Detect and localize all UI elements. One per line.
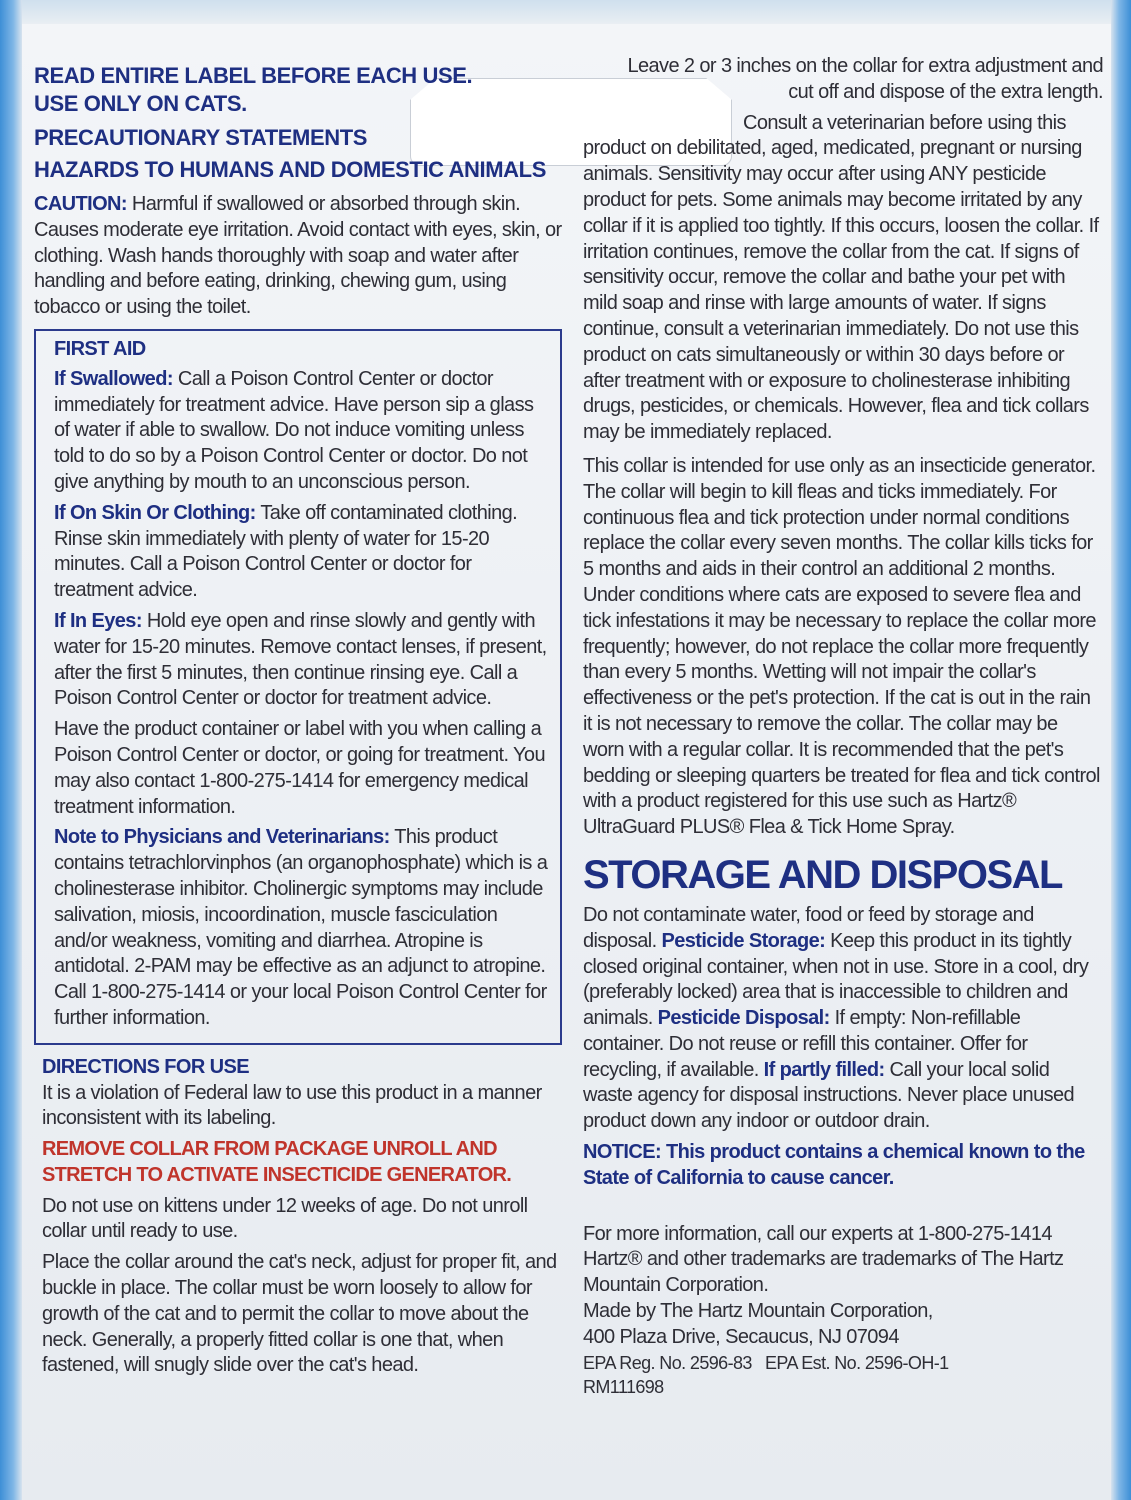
eyes-paragraph	[54, 609, 550, 712]
remove-collar-warning: REMOVE COLLAR FROM PACKAGE UNROLL AND STRETCH TO ACTIVATE INSECTICIDE GENERATOR.	[42, 1138, 512, 1186]
rm-code: RM111698	[583, 1376, 664, 1397]
swallowed-paragraph	[54, 367, 550, 496]
skin-paragraph	[54, 501, 550, 604]
caution-paragraph	[34, 192, 562, 321]
storage-intro: Do not contaminate water, food or feed by storage and disposal.	[583, 903, 1034, 952]
container-paragraph: Have the product container or label with you when calling a Poison Control Center or doctor, or going for treatment. You may also contact 1-800-275-1414 for emergency medical treatment information.	[54, 718, 545, 818]
swallowed-text: Call a Poison Control Center or doctor immediately for treatment advice. Have person sip a glass of water if able to swallow. Do not induce vomiting unless told to do so by a Poison Control Center or doctor. Do not give anything by mouth to an unconscious person.	[54, 367, 534, 493]
leave-paragraph: Leave 2 or 3 inches on the collar for extra adjustment and cut off and dispose of the extra length.	[627, 55, 1103, 103]
right-column	[583, 54, 1103, 1399]
first-aid-title: FIRST AID	[54, 337, 146, 360]
storage-paragraph	[583, 903, 1103, 1135]
pesticide-disposal-text: If empty: Non-refillable container. Do not reuse or refill this container. Offer for recycling, if available.	[583, 1007, 1028, 1081]
note-label: Note to Physicians and Veterinarians:	[54, 826, 390, 849]
note-paragraph	[54, 825, 550, 1031]
footer-info	[583, 1222, 1103, 1399]
hazards-heading: HAZARDS TO HUMANS AND DOMESTIC ANIMALS	[34, 157, 546, 182]
directions-body	[42, 1081, 562, 1380]
consult-paragraph: Consult a veterinarian before using this product on debilitated, aged, medicated, pregnant or nursing animals. Sensitivity may occur after using ANY pesticide product for pets. Some animals may become irritated by any collar if it is applied too tightly. If this occurs, loosen the collar. If irritation continues, remove the collar from the cat. If signs of sensitivity occur, remove the collar and bathe your pet with mild soap and rinse with large amounts of water. If signs continue, consult a veterinarian immediately. Do not use this product on cats simultaneously or within 30 days before or after treatment with or exposure to cholinesterase inhibiting drugs, pesticides, or chemicals. However, flea and tick collars may be immediately replaced.	[583, 111, 1099, 444]
note-text: This product contains tetrachlorvinphos (an organophosphate) which is a cholinesterase inhibitor. Cholinergic symptoms may include salivation, miosis, incoordination, muscle fasciculation and/or weakness, vomiting and diarrhea. Atropine is antidotal. 2-PAM may be effective as an adjunct to atropine. Call 1-800-275-1414 or your local Poison Control Center for further information.	[54, 826, 548, 1029]
first-aid-box	[34, 329, 562, 1045]
header-read-label: READ ENTIRE LABEL BEFORE EACH USE.	[34, 63, 473, 88]
eyes-text: Hold eye open and rinse slowly and gently with water for 15-20 minutes. Remove contact lenses, if present, after the first 5 minutes, then continue rinsing eye. Call a Poison Control Center or doctor for treatment advice.	[54, 609, 547, 710]
epa-numbers: EPA Reg. No. 2596-83 EPA Est. No. 2596-OH-1	[583, 1352, 949, 1373]
directions-paragraph: It is a violation of Federal law to use this product in a manner inconsistent with its labeling.	[42, 1081, 542, 1130]
box-top-edge	[0, 0, 1131, 24]
storage-title: STORAGE AND DISPOSAL	[583, 852, 1062, 897]
intended-paragraph: This collar is intended for use only as an insecticide generator. The collar will begin to kill fleas and ticks immediately. For continuous flea and tick protection under normal conditions replace the collar every seven months. The collar kills ticks for 5 months and aids in their control an additional 2 months. Under conditions where cats are exposed to severe flea and tick infestations it may be necessary to replace the collar more frequently; however, do not replace the collar more frequently than every 5 months. Wetting will not impair the collar's effectiveness or the pet's protection. If the cat is out in the rain it is not necessary to remove the collar. The collar may be worn with a regular collar. It is recommended that the pet's bedding or sleeping quarters be treated for flea and tick control with a product registered for this use such as Hartz® UltraGuard PLUS® Flea & Tick Home Spray.	[583, 454, 1100, 839]
footer-made-by: Made by The Hartz Mountain Corporation,	[583, 1300, 933, 1323]
partly-filled-text: Call your local solid waste agency for disposal instructions. Never place unused product down any indoor or outdoor drain.	[583, 1058, 1075, 1133]
partly-filled-label: If partly filled:	[763, 1058, 885, 1081]
skin-text: Take off contaminated clothing. Rinse skin immediately with plenty of water for 15-20 minutes. Call a Poison Control Center or doctor for treatment advice.	[54, 501, 518, 602]
header-block	[34, 62, 562, 184]
pesticide-storage-text: Keep this product in its tightly closed original container, when not in use. Store in a cool, dry (preferably locked) area that is inaccessible to children and animals.	[583, 929, 1089, 1030]
directions-title: DIRECTIONS FOR USE	[42, 1055, 249, 1078]
swallowed-label: If Swallowed:	[54, 367, 173, 390]
precautionary-heading: PRECAUTIONARY STATEMENTS	[34, 125, 368, 150]
pesticide-storage-label: Pesticide Storage:	[661, 929, 826, 952]
header-cats-only: USE ONLY ON CATS.	[34, 91, 247, 116]
left-column	[34, 62, 562, 1384]
caution-label: CAUTION:	[34, 193, 127, 215]
skin-label: If On Skin Or Clothing:	[54, 501, 256, 524]
caution-text: Harmful if swallowed or absorbed through skin. Causes moderate eye irritation. Avoid contact with eyes, skin, or clothing. Wash hands thoroughly with soap and water after handling and before eating, drinking, chewing gum, using tobacco or using the toilet.	[34, 193, 562, 319]
kittens-paragraph: Do not use on kittens under 12 weeks of age. Do not unroll collar until ready to use.	[42, 1194, 528, 1243]
box-left-edge	[0, 0, 22, 1500]
footer-contact: For more information, call our experts at 1-800-275-1414	[583, 1222, 1052, 1245]
footer-address: 400 Plaza Drive, Secaucus, NJ 07094	[583, 1325, 899, 1348]
place-paragraph: Place the collar around the cat's neck, adjust for proper fit, and buckle in place. The collar must be worn loosely to allow for growth of the cat and to permit the collar to move about the neck. Generally, a properly fitted collar is one that, when fastened, will snugly slide over the cat's head.	[42, 1251, 557, 1377]
box-right-edge	[1111, 0, 1131, 1500]
notice-paragraph: NOTICE: This product contains a chemical known to the State of California to cause cancer.	[583, 1141, 1085, 1189]
eyes-label: If In Eyes:	[54, 609, 142, 632]
pesticide-disposal-label: Pesticide Disposal:	[657, 1007, 830, 1030]
footer-trademark: Hartz® and other trademarks are trademarks of The Hartz Mountain Corporation.	[583, 1248, 1064, 1297]
